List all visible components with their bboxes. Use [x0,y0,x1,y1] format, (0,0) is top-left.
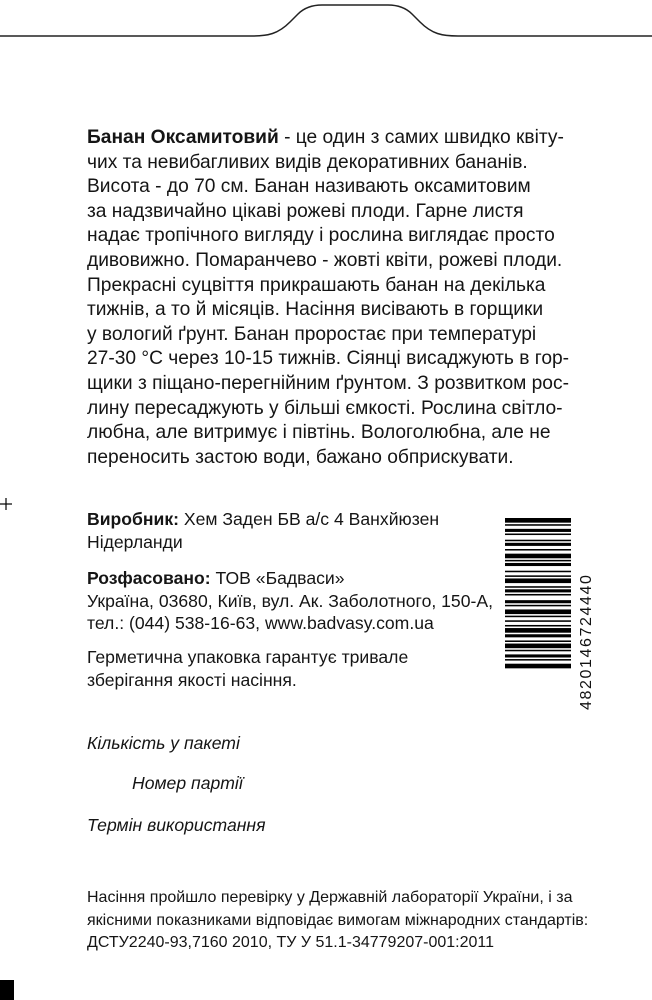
barcode-bar [505,628,571,633]
barcode-bar [505,560,571,562]
barcode-bar [505,549,571,551]
barcode-bar [505,529,571,532]
packer-address: Україна, 03680, Київ, вул. Ак. Заболотного, 150-А, [87,590,493,611]
barcode-bar [505,659,571,661]
producer-info [87,508,439,553]
packaging-note: Герметична упаковка гарантує тривале зберігання якості насіння. [87,647,409,690]
product-description [87,126,607,470]
producer-name: Хем Заден БВ а/с 4 Ванхйюзен [179,509,440,529]
description-line: Висота - до 70 см. Банан називають оксамитовим [87,176,531,198]
description-line: Банан Оксамитовий - це один з самих швидко квіту- [87,127,564,148]
quantity-field-label: Кількість у пакеті [87,733,240,753]
barcode-bar [505,524,571,526]
expiry-field-label: Термін використання [87,815,266,835]
barcode-bar [505,578,571,583]
barcode [505,518,585,708]
description-line: переносить застою води, бажано обприскувати. [87,446,514,468]
barcode-bar [505,543,571,546]
producer-label: Виробник: [87,509,179,529]
barcode-bar [505,554,571,559]
barcode-bar [505,620,571,622]
barcode-bar [505,600,571,603]
packer-label: Розфасовано: [87,568,211,588]
description-line: любна, але витримує і півтінь. Вологолюбна, але не [87,422,551,444]
crop-mark [0,497,12,509]
description-line: тижнів, а то й місяців. Насіння висівають в горщики [87,299,544,321]
description-line: у вологий ґрунт. Банан проростає при температурі [87,323,537,345]
barcode-bar [505,664,571,669]
certification-note: Насіння пройшло перевірку у Державній лабораторії України, і за якісними показниками відповідає вимогам міжнародних стандартів: ДСТУ2240-93,7160 2010, ТУ У 51.1-34779207-001:2011 [87,889,589,951]
barcode-bar [505,540,571,542]
barcode-digits: 4820146724440 [578,573,595,710]
barcode-bar [505,634,571,637]
description-line: лину пересаджують у більші ємкості. Рослина світло- [87,397,563,419]
barcode-bar [505,589,571,592]
description-line: 27-30 °С через 10-15 тижнів. Сіянці висаджують в гор- [87,348,570,370]
barcode-bar [505,586,571,588]
barcode-bar [505,609,571,614]
packer-name: ТОВ «Бадваси» [210,568,345,588]
batch-field-label: Номер партії [132,773,243,793]
barcode-bar [505,644,571,649]
packer-contacts: тел.: (044) 538-16-63, www.badvasy.com.ua [87,613,434,634]
corner-mark [0,980,14,1000]
barcode-bar [505,625,571,627]
barcode-bar [505,534,571,536]
description-line: Прекрасні суцвіття прикрашають банан на декілька [87,274,546,296]
barcode-bar [505,571,571,573]
barcode-bar [505,650,571,652]
description-line: надає тропічного вигляду і рослина виглядає просто [87,225,555,247]
barcode-bar [505,563,571,566]
product-name: Банан Оксамитовий [87,127,279,148]
barcode-bar [505,518,571,523]
barcode-bar [505,605,571,607]
description-line: за надзвичайно цікаві рожеві плоди. Гарне листя [87,200,524,222]
producer-country: Нідерланди [87,531,183,552]
description-line: щики з піщано-перегнійним ґрунтом. З розвитком рос- [87,372,569,394]
packer-info [87,567,493,635]
description-line: дивовижно. Помаранчево - жовті квіти, рожеві плоди. [87,249,563,271]
barcode-bar [505,616,571,618]
barcode-bar [505,654,571,657]
barcode-bar [505,575,571,577]
description-line: чих та невибагливих видів декоративних бананів. [87,151,528,173]
barcode-bar [505,594,571,596]
barcode-bar [505,640,571,642]
